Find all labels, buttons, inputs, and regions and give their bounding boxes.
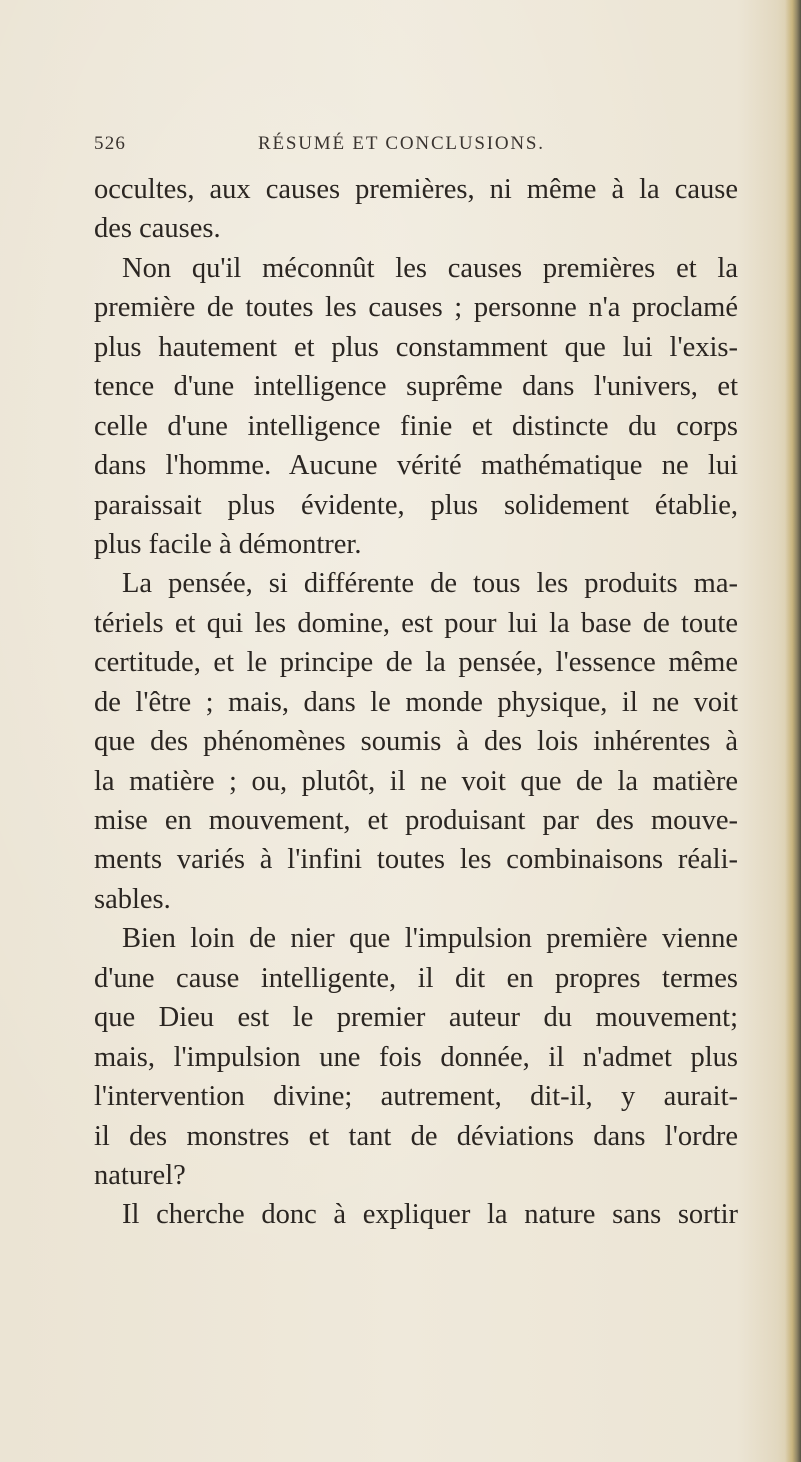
text-line: dans l'homme. Aucune vérité mathématique ne lui xyxy=(94,450,738,482)
text-line: certitude, et le principe de la pensée, l'essence même xyxy=(94,647,738,679)
text-line: celle d'une intelligence finie et distincte du corps xyxy=(94,410,738,442)
text-line: ments variés à l'infini toutes les combinaisons réali- xyxy=(94,844,738,876)
text-line: de l'être ; mais, dans le monde physique, il ne voit xyxy=(94,686,738,718)
text-line: que des phénomènes soumis à des lois inhérentes à xyxy=(94,726,738,758)
text-line: première de toutes les causes ; personne n'a proclamé xyxy=(94,292,738,324)
text-line: occultes, aux causes premières, ni même à la cause xyxy=(94,174,738,205)
page-header xyxy=(94,133,744,161)
text-line: La pensée, si différente de tous les produits ma- xyxy=(122,568,738,600)
text-line: paraissait plus évidente, plus solidement établie, xyxy=(94,489,738,521)
text-line: Non qu'il méconnût les causes premières et la xyxy=(122,252,738,284)
page-number: 526 xyxy=(94,133,127,154)
text-line: plus hautement et plus constamment que lui l'exis- xyxy=(94,331,738,363)
text-line: tence d'une intelligence suprême dans l'univers, et xyxy=(94,371,738,403)
text-line: naturel? xyxy=(94,1159,186,1191)
text-line: sables. xyxy=(94,883,171,915)
text-line: l'intervention divine; autrement, dit-il, y aurait- xyxy=(94,1081,738,1113)
text-line: mais, l'impulsion une fois donnée, il n'admet plus xyxy=(94,1041,738,1073)
text-line: d'une cause intelligente, il dit en propres termes xyxy=(94,962,738,994)
text-line: des causes. xyxy=(94,213,221,245)
text-line: plus facile à démontrer. xyxy=(94,528,362,560)
text-line: tériels et qui les domine, est pour lui la base de toute xyxy=(94,607,738,639)
text-line: Il cherche donc à expliquer la nature sans sortir xyxy=(122,1199,738,1231)
text-line: la matière ; ou, plutôt, il ne voit que de la matière xyxy=(94,765,738,797)
text-line: il des monstres et tant de déviations dans l'ordre xyxy=(94,1120,738,1152)
text-line: Bien loin de nier que l'impulsion première vienne xyxy=(122,923,738,955)
text-line: mise en mouvement, et produisant par des mouve- xyxy=(94,805,738,836)
page-edge-shadow xyxy=(785,0,801,1462)
text-line: que Dieu est le premier auteur du mouvement; xyxy=(94,1002,738,1034)
running-head: RÉSUMÉ ET CONCLUSIONS. xyxy=(258,133,545,154)
body-text xyxy=(94,170,738,1235)
